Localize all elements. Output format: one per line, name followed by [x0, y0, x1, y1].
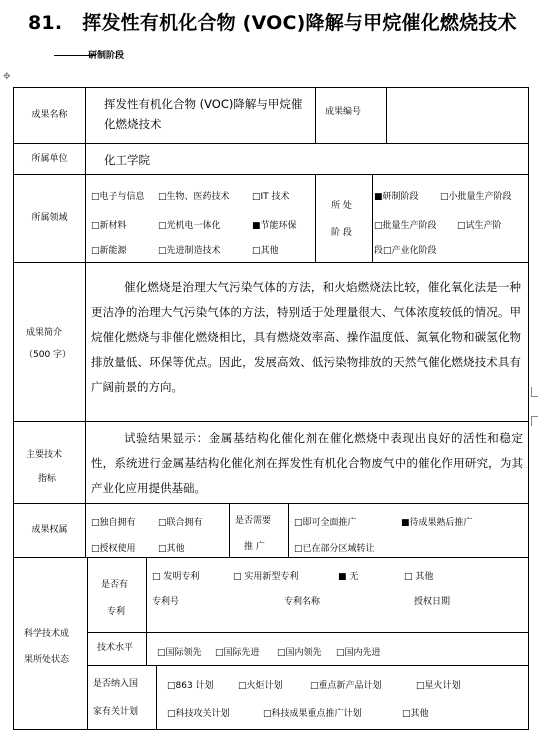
stage-industrial-checkbox[interactable]: 段□产业化阶段 [374, 246, 437, 256]
label-tech-level: 技术水平 [87, 632, 147, 666]
tech-intl-leading-checkbox[interactable]: □国际领先 [157, 648, 202, 658]
national-plan-options [156, 665, 529, 730]
indicators-text: 试验结果显示：金属基结构化催化剂在催化燃烧中表现出良好的活性和稳定性，系统进行金属基结构化催化剂在挥发性有机化合物废气中的催化作用研究，为其产业化应用提供基础。 [85, 421, 529, 504]
stage-batch-checkbox[interactable]: □批量生产阶段 [374, 221, 437, 231]
stage-label-line2: 阶 段 [331, 228, 352, 238]
label-promotion [229, 503, 289, 558]
label-field: 所属领域 [13, 174, 86, 263]
stage-small-batch-checkbox[interactable]: □小批量生产阶段 [440, 192, 512, 202]
plan-863-checkbox[interactable]: □863 计划 [167, 681, 214, 691]
patent-label-line1: 是否有 [101, 580, 129, 590]
label-patent [87, 557, 147, 633]
field-new-energy-checkbox[interactable]: □新能源 [91, 246, 127, 256]
promo-full-checkbox[interactable]: □即可全面推广 [294, 518, 357, 528]
field-electronics-checkbox[interactable]: □电子与信息 [91, 192, 145, 202]
label-status [13, 557, 88, 730]
patent-utility-checkbox[interactable]: □ 实用新型专利 [233, 572, 299, 582]
margin-mark-icon [531, 416, 538, 426]
summary-text: 催化燃烧是治理大气污染气体的方法，和火焰燃烧法比较，催化氧化法是一种更洁净的治理大气污染气体的方法，特别适于处理量很大、气体浓度较低的情况。甲烷催化燃烧与非催化燃烧相比，具有燃烧效率高、操作温度低、氮氧化物和碳氢化物排放量低、环保等优点。因此，发展高效、低污染物排放的天然气催化燃烧技术具有广阔前景的方向。 [85, 262, 529, 422]
label-code: 成果编号 [315, 87, 387, 144]
label-stage [315, 174, 373, 263]
field-options [85, 174, 316, 263]
own-other-checkbox[interactable]: □其他 [158, 544, 185, 554]
patent-label-line2: 专利 [107, 607, 126, 617]
tech-domestic-advanced-checkbox[interactable]: □国内先进 [336, 648, 381, 658]
patent-other-checkbox[interactable]: □ 其他 [404, 572, 434, 582]
field-manufacturing-checkbox[interactable]: □先进制造技术 [158, 246, 221, 256]
section-number: 81. [28, 12, 63, 34]
promo-transferred-checkbox[interactable]: □已在部分区域转让 [294, 544, 375, 554]
sub-label: 研制阶段 [88, 51, 125, 61]
patent-number-label: 专利号 [152, 597, 180, 607]
summary-label-line2: （500 字） [24, 350, 72, 360]
field-biomed-checkbox[interactable]: □生物、医药技术 [158, 192, 230, 202]
plan-torch-checkbox[interactable]: □火炬计划 [238, 681, 283, 691]
label-name: 成果名称 [13, 87, 86, 144]
tech-domestic-leading-checkbox[interactable]: □国内领先 [277, 648, 322, 658]
status-label-line2: 果所处状态 [24, 655, 70, 665]
patent-invention-checkbox[interactable]: □ 发明专利 [152, 572, 200, 582]
label-indicators [13, 421, 86, 504]
field-it-checkbox[interactable]: □IT 技术 [252, 192, 290, 202]
label-unit: 所属单位 [13, 143, 86, 175]
ownership-options [85, 503, 230, 558]
promo-mature-checkbox[interactable]: ■待成果熟后推广 [401, 518, 473, 528]
own-sole-checkbox[interactable]: □独自拥有 [91, 518, 136, 528]
label-ownership: 成果权属 [13, 503, 86, 558]
page-title [28, 8, 517, 35]
plan-label-line2: 家有关计划 [93, 707, 139, 717]
own-licensed-checkbox[interactable]: □授权使用 [91, 544, 136, 554]
section-title: 挥发性有机化合物 (VOC)降解与甲烷催化燃烧技术 [82, 12, 517, 34]
indicators-label-line1: 主要技术 [26, 450, 63, 460]
stage-label-line1: 所 处 [331, 201, 352, 211]
indicators-label-line2: 指标 [38, 474, 57, 484]
patent-date-label: 授权日期 [414, 597, 451, 607]
achievement-name: 挥发性有机化合物 (VOC)降解与甲烷催化燃烧技术 [85, 87, 316, 144]
achievement-table [13, 87, 529, 730]
label-summary [13, 262, 86, 422]
achievement-code [386, 87, 529, 144]
plan-key-tech-checkbox[interactable]: □科技攻关计划 [167, 709, 230, 719]
margin-mark-icon [531, 387, 538, 397]
field-other-checkbox[interactable]: □其他 [252, 246, 279, 256]
tech-intl-advanced-checkbox[interactable]: □国际先进 [215, 648, 260, 658]
promotion-options [288, 503, 529, 558]
unit-value: 化工学院 [85, 143, 529, 175]
field-optomech-checkbox[interactable]: □光机电一体化 [158, 221, 221, 231]
patent-name-label: 专利名称 [284, 597, 321, 607]
status-label-line1: 科学技术成 [24, 629, 70, 639]
field-energy-saving-checkbox[interactable]: ■节能环保 [252, 221, 297, 231]
plan-other-checkbox[interactable]: □其他 [402, 709, 429, 719]
plan-new-product-checkbox[interactable]: □重点新产品计划 [310, 681, 382, 691]
tech-level-options [146, 632, 529, 666]
field-materials-checkbox[interactable]: □新材料 [91, 221, 127, 231]
patent-options [146, 557, 529, 633]
plan-promotion-checkbox[interactable]: □科技成果重点推广计划 [263, 709, 362, 719]
plan-spark-checkbox[interactable]: □星火计划 [416, 681, 461, 691]
promotion-label-line2: 推 广 [244, 542, 265, 552]
patent-none-checkbox[interactable]: ■ 无 [338, 572, 359, 582]
label-national-plan [87, 665, 157, 730]
own-joint-checkbox[interactable]: □联合拥有 [158, 518, 203, 528]
table-move-handle-icon[interactable]: ✥ [3, 72, 11, 82]
summary-label-line1: 成果简介 [26, 328, 63, 338]
stage-research-checkbox[interactable]: ■研制阶段 [374, 192, 419, 202]
plan-label-line1: 是否纳入国 [93, 679, 139, 689]
stage-options [372, 174, 529, 263]
promotion-label-line1: 是否需要 [235, 516, 272, 526]
stage-trial-checkbox[interactable]: □试生产阶 [457, 221, 502, 231]
